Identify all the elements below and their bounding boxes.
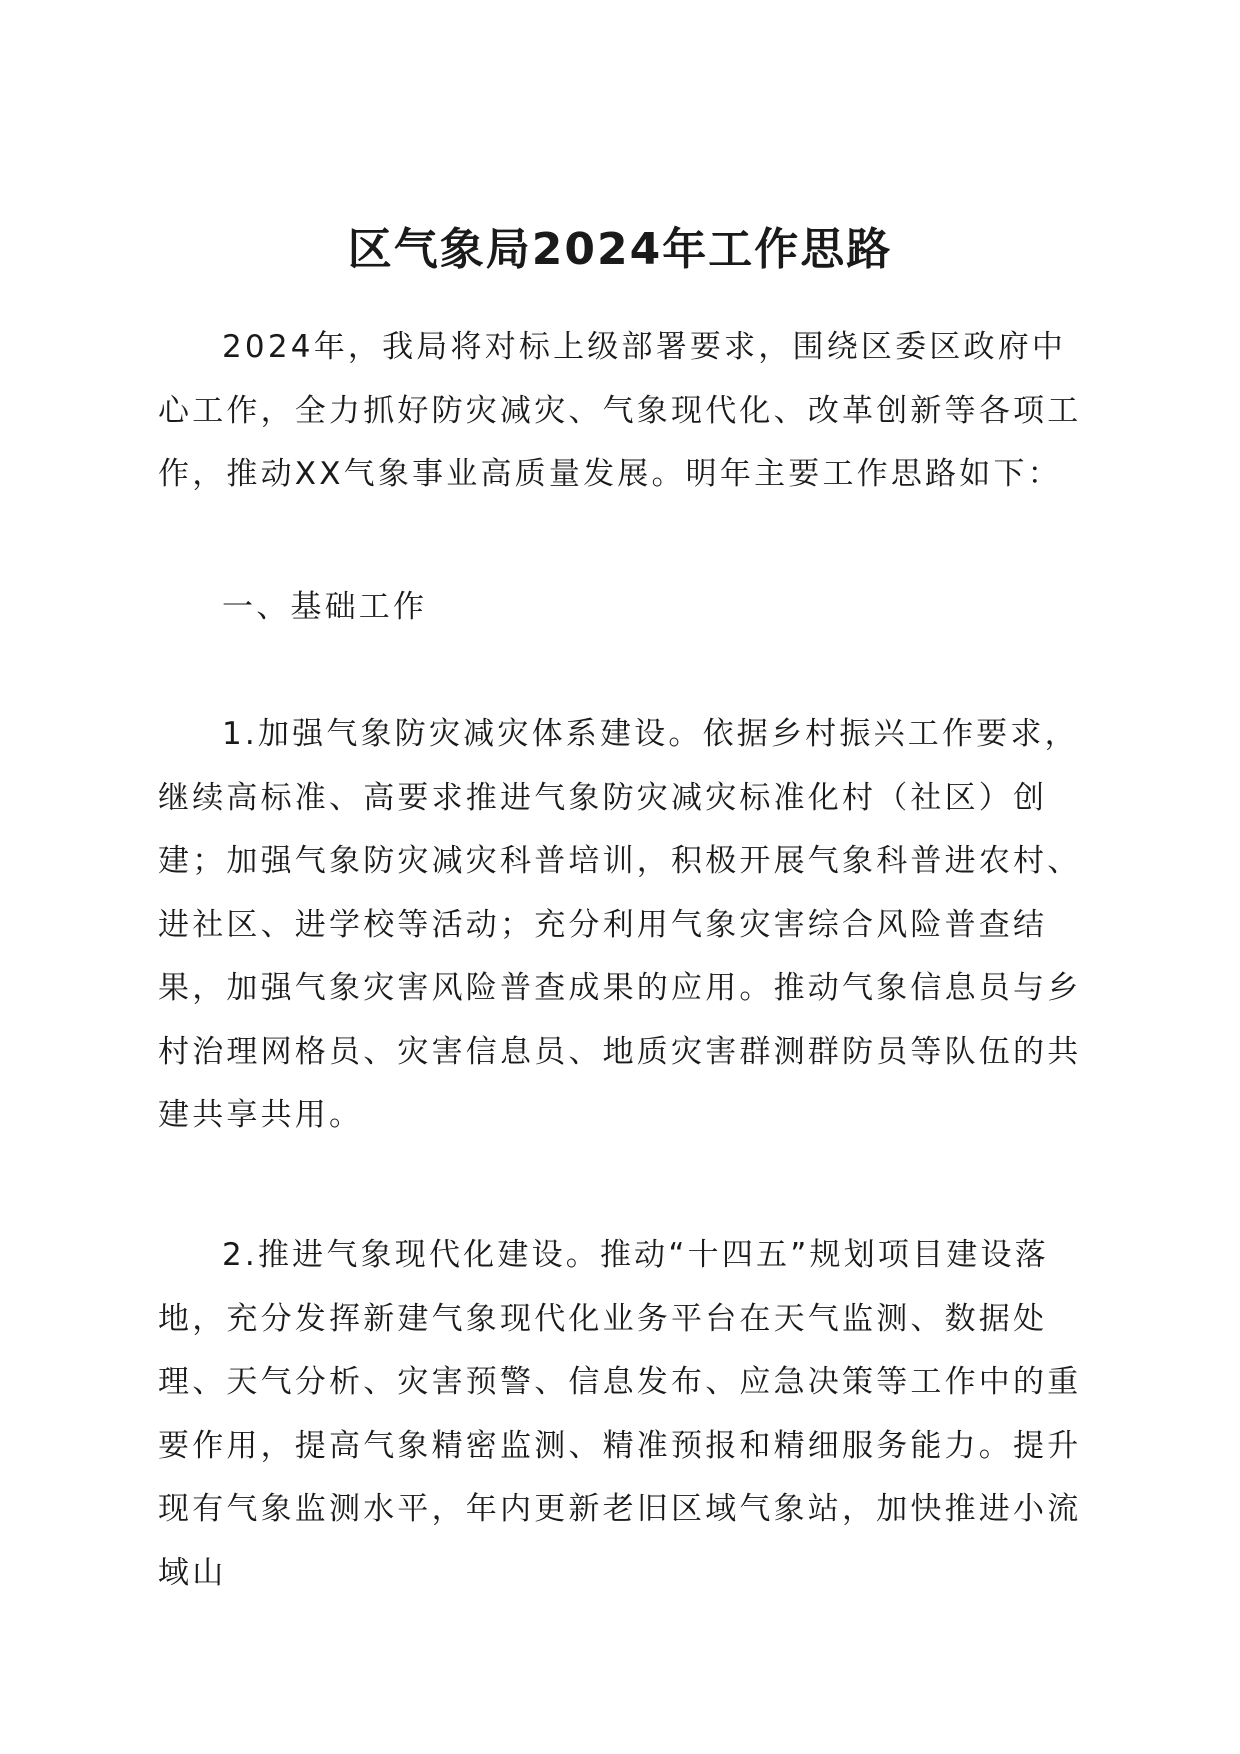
item-disaster-prevention-paragraph: 1.加强气象防灾减灾体系建设。依据乡村振兴工作要求，继续高标准、高要求推进气象防灾减灾标准化村（社区）创建；加强气象防灾减灾科普培训，积极开展气象科普进农村、进社区、进学校等活动；充分利用气象灾害综合风险普查结果，加强气象灾害风险普查成果的应用。推动气象信息员与乡村治理网格员、灾害信息员、地质灾害群测群防员等队伍的共建共享共用。 (158, 716, 1082, 1133)
item-modernization-paragraph: 2.推进气象现代化建设。推动“十四五”规划项目建设落地，充分发挥新建气象现代化业务平台在天气监测、数据处理、天气分析、灾害预警、信息发布、应急决策等工作中的重要作用，提高气象精密监测、精准预报和精细服务能力。提升现有气象监测水平，年内更新老旧区域气象站，加快推进小流域山 (158, 1237, 1082, 1591)
section-heading-basic-work: 一、基础工作 (222, 589, 428, 625)
intro-paragraph: 2024年，我局将对标上级部署要求，围绕区委区政府中心工作，全力抓好防灾减灾、气象现代化、改革创新等各项工作，推动XX气象事业高质量发展。明年主要工作思路如下： (158, 329, 1082, 492)
document-title: 区气象局2024年工作思路 (347, 224, 893, 275)
